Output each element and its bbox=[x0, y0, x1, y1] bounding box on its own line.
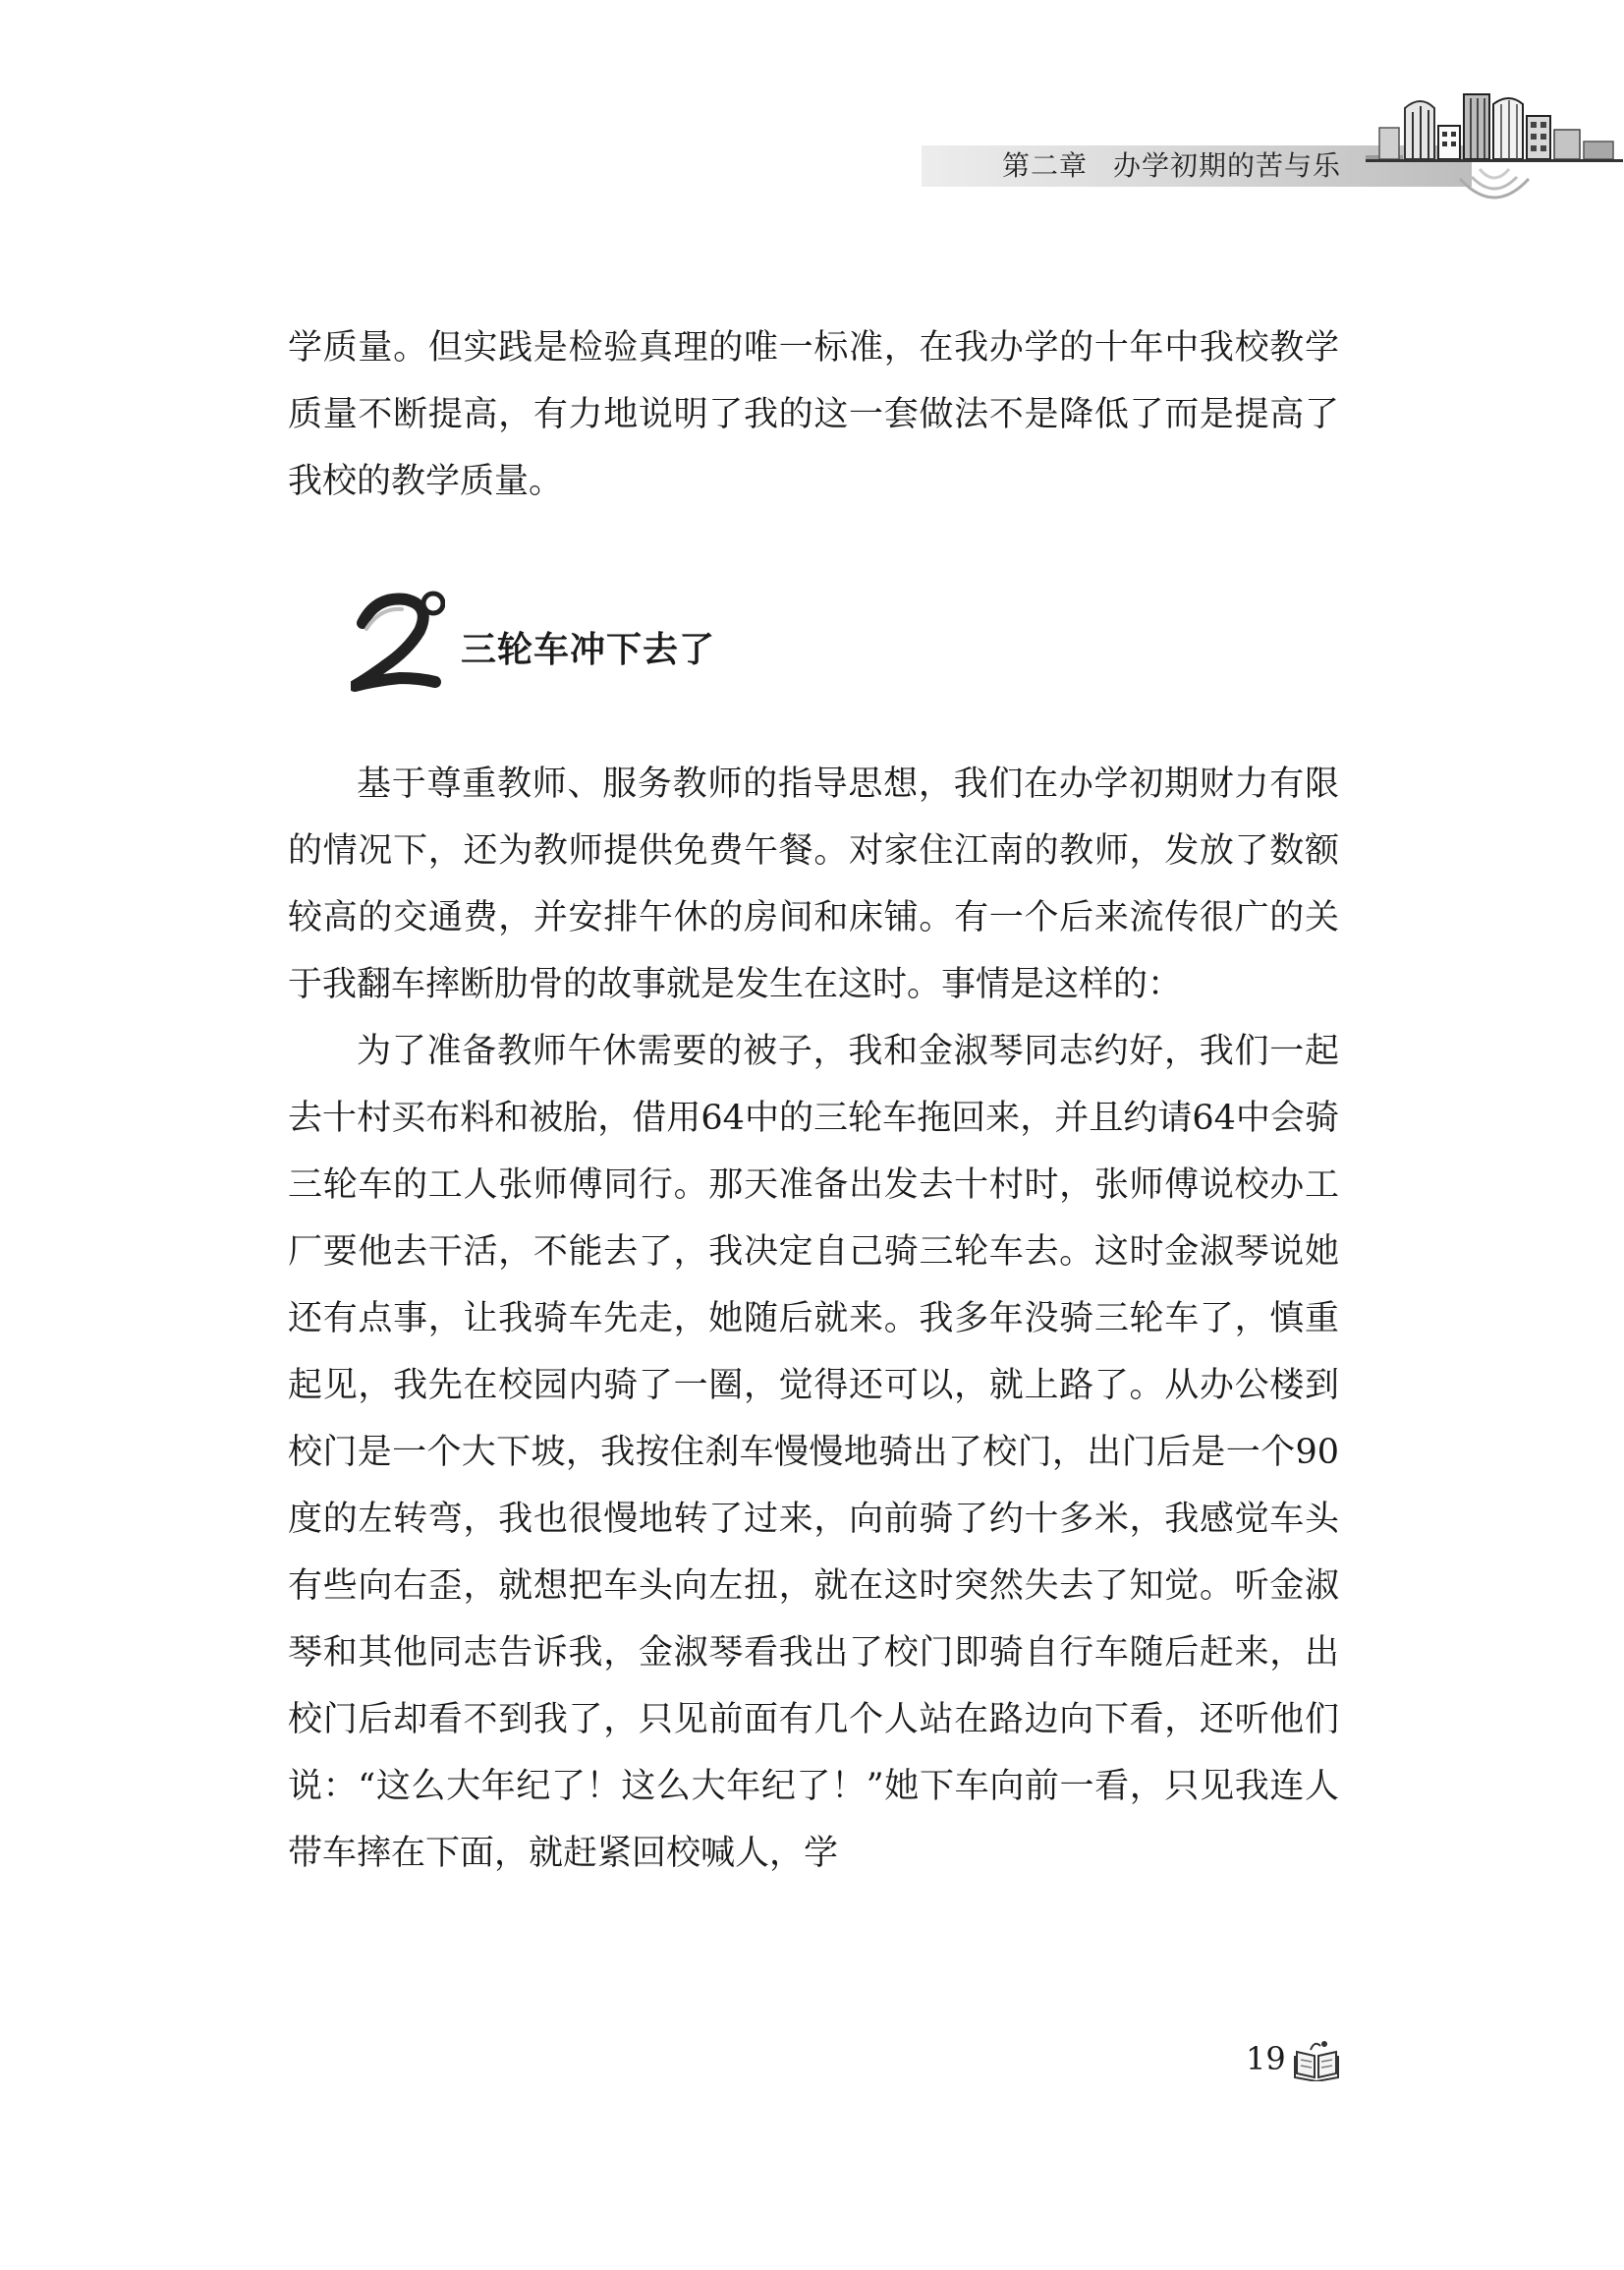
continued-paragraph: 学质量。但实践是检验真理的唯一标准，在我办学的十年中我校教学质量不断提高，有力地说明了我的这一套做法不是降低了而是提高了我校的教学质量。 bbox=[288, 328, 1339, 501]
section-heading bbox=[288, 572, 1339, 751]
open-book-icon bbox=[1293, 2038, 1340, 2081]
chapter-number: 第二章 bbox=[1002, 149, 1089, 182]
page-body bbox=[288, 314, 1339, 1887]
number-2-icon bbox=[351, 590, 445, 694]
chapter-title: 办学初期的苦与乐 bbox=[1113, 149, 1342, 182]
page-number: 19 bbox=[1246, 2040, 1286, 2077]
paragraph: 基于尊重教师、服务教师的指导思想，我们在办学初期财力有限的情况下，还为教师提供免费午餐。对家住江南的教师，发放了数额较高的交通费，并安排午休的房间和床铺。有一个后来流传很广的关于我翻车摔断肋骨的故事就是发生在这时。事情是这样的： bbox=[288, 765, 1339, 1004]
section-title: 三轮车冲下去了 bbox=[461, 630, 716, 670]
city-buildings-icon bbox=[1366, 90, 1623, 238]
running-header bbox=[1002, 148, 1415, 184]
paragraph: 为了准备教师午休需要的被子，我和金淑琴同志约好，我们一起去十村买布料和被胎，借用64中的三轮车拖回来，并且约请64中会骑三轮车的工人张师傅同行。那天准备出发去十村时，张师傅说校办工厂要他去干活，不能去了，我决定自己骑三轮车去。这时金淑琴说她还有点事，让我骑车先走，她随后就来。我多年没骑三轮车了，慎重起见，我先在校园内骑了一圈，觉得还可以，就上路了。从办公楼到校门是一个大下坡，我按住刹车慢慢地骑出了校门，出门后是一个90度的左转弯，我也很慢地转了过来，向前骑了约十多米，我感觉车头有些向右歪，就想把车头向左扭，就在这时突然失去了知觉。听金淑琴和其他同志告诉我，金淑琴看我出了校门即骑自行车随后赶来，出校门后却看不到我了，只见前面有几个人站在路边向下看，还听他们说：“这么大年纪了！这么大年纪了！”她下车向前一看，只见我连人带车摔在下面，就赶紧回校喊人，学 bbox=[288, 1032, 1339, 1873]
